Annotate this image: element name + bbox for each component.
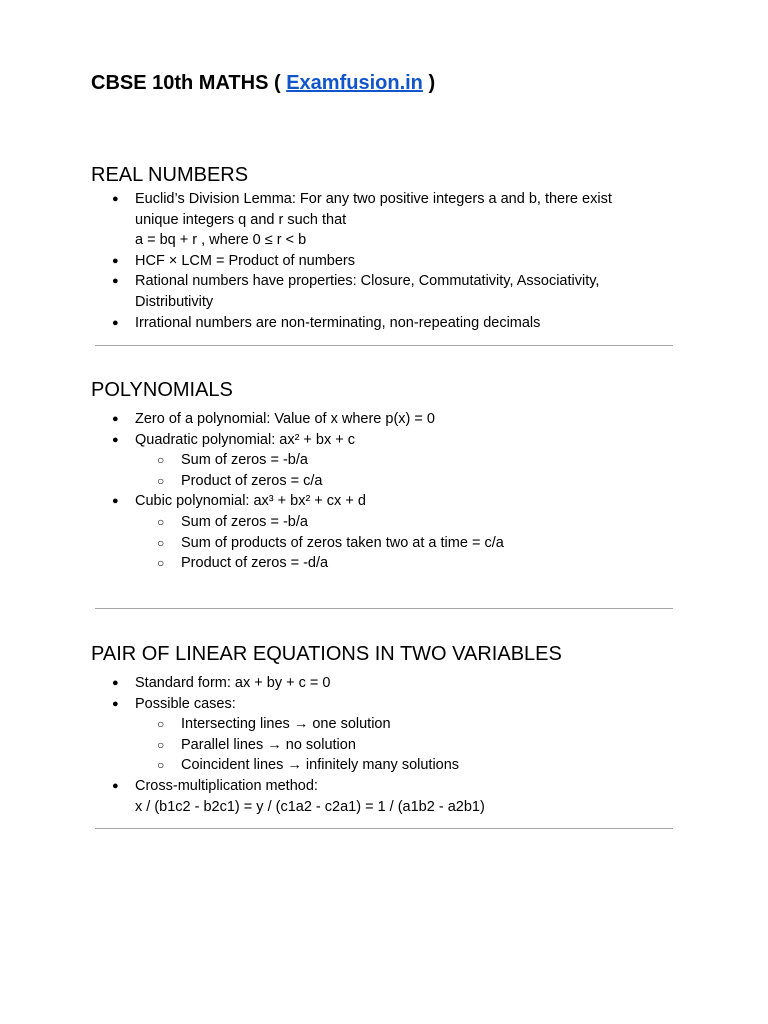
sub-list-item: ○ Sum of products of zeros taken two at a time = c/a	[135, 533, 651, 554]
list-item-text: ● HCF × LCM = Product of numbers	[135, 252, 355, 269]
linear-equations-list	[91, 673, 651, 817]
list-item	[91, 776, 651, 817]
sub-list-item: ○ Sum of zeros = -b/a	[135, 450, 651, 471]
list-item	[91, 271, 651, 312]
sub-list	[135, 512, 651, 574]
list-item-text: ● Standard form: ax + by + c = 0	[135, 675, 331, 691]
sub-list-item: ○ Coincident lines → infinitely many solutions	[135, 755, 651, 776]
list-item-text: ● Rational numbers have properties: Closure, Commutativity, Associativity, Distributivity	[135, 273, 600, 310]
section-divider	[95, 345, 673, 346]
list-item-text: x / (b1c2 - b2c1) = y / (c1a2 - c2a1) = 1 / (a1b2 - a2b1)	[135, 798, 485, 815]
sub-list-item: ○ Intersecting lines → one solution	[135, 714, 651, 735]
sub-list-item: ○ Product of zeros = -d/a	[135, 553, 651, 574]
list-item-text: ● Quadratic polynomial: ax² + bx + c	[135, 431, 356, 448]
section-divider	[95, 608, 673, 609]
document-title	[91, 71, 435, 95]
sub-list-item: ○ Sum of zeros = -b/a	[135, 512, 651, 533]
list-item	[91, 491, 651, 573]
polynomials-list	[91, 409, 651, 574]
list-item	[91, 251, 651, 272]
sub-list-item: ○ Parallel lines → no solution	[135, 735, 651, 756]
section-heading-real-numbers: REAL NUMBERS	[91, 164, 249, 186]
list-item	[91, 694, 651, 776]
list-item-text: ● Zero of a polynomial: Value of x where p(x) = 0	[135, 411, 435, 427]
sub-list-item: ○ Product of zeros = c/a	[135, 471, 651, 492]
title-prefix: CBSE 10th MATHS (	[91, 72, 281, 94]
examfusion-link[interactable]: Examfusion.in	[286, 72, 423, 94]
list-item	[91, 409, 651, 430]
sub-list	[135, 450, 651, 491]
list-item	[91, 673, 651, 694]
list-item-text: a = bq + r , where 0 ≤ r < b	[135, 232, 307, 249]
sub-list	[135, 714, 651, 776]
list-item-text: ● Possible cases:	[135, 695, 236, 712]
real-numbers-list	[91, 189, 651, 333]
section-heading-polynomials: POLYNOMIALS	[91, 379, 233, 401]
list-item-text: ● Cubic polynomial: ax³ + bx² + cx + d	[135, 493, 366, 510]
list-item-text: ● Euclid’s Division Lemma: For any two positive integers a and b, there exist unique integers q and r such that	[135, 191, 612, 228]
list-item	[91, 313, 651, 334]
list-item	[91, 430, 651, 492]
list-item-text: ● Cross-multiplication method:	[135, 777, 318, 794]
list-item-text: ● Irrational numbers are non-terminating, non-repeating decimals	[135, 314, 541, 331]
section-divider	[95, 828, 673, 829]
section-heading-linear-equations: PAIR OF LINEAR EQUATIONS IN TWO VARIABLES	[91, 643, 562, 665]
list-item	[91, 189, 651, 251]
title-suffix: )	[428, 72, 436, 94]
